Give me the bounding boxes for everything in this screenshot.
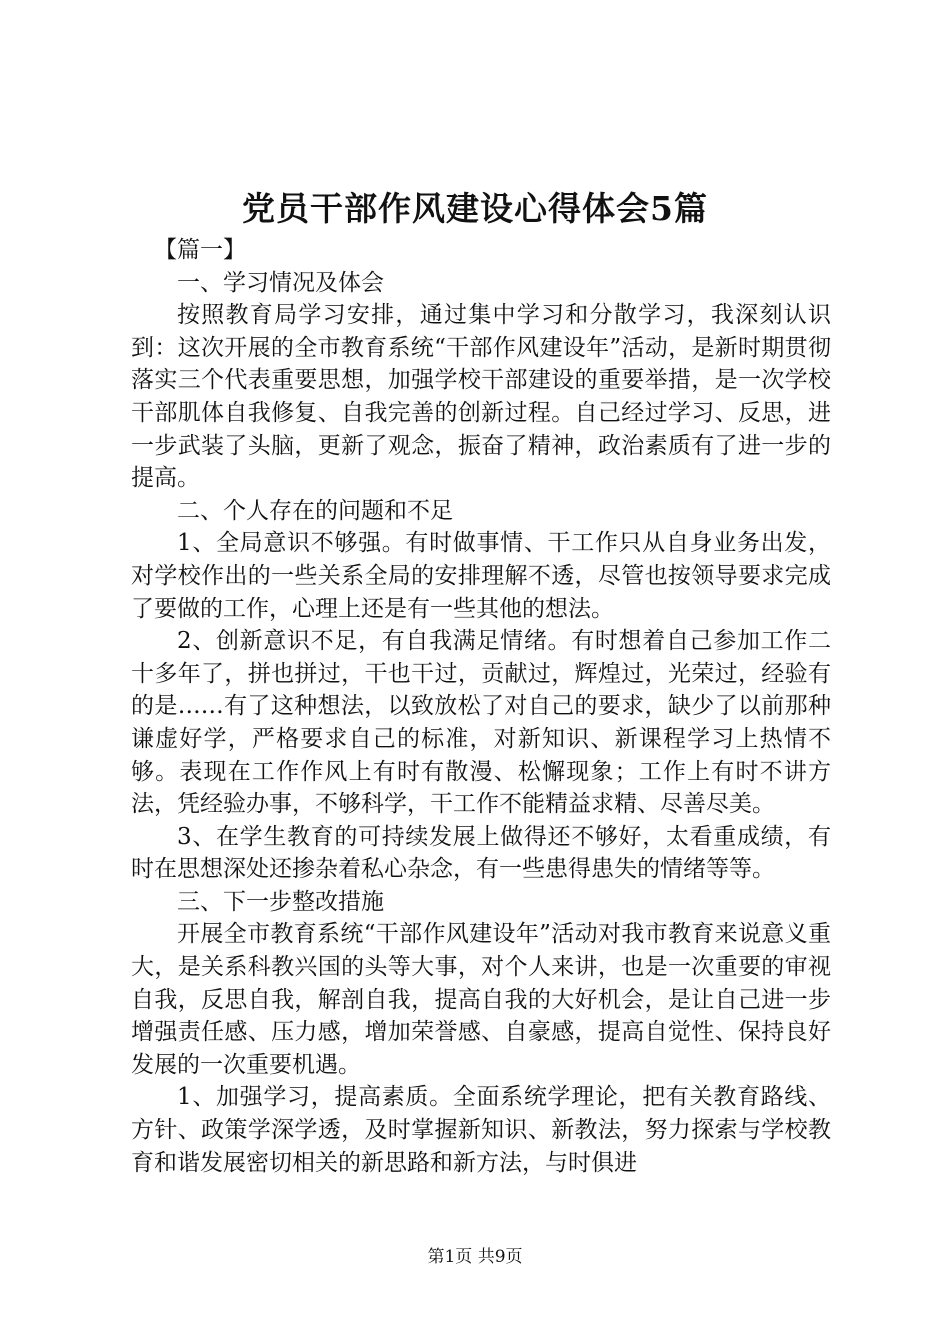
document-title: 党员干部作风建设心得体会5篇 <box>242 189 708 228</box>
paragraph: 1、加强学习，提高素质。全面系统学理论，把有关教育路线、方针、政策学深学透，及时掌握新知识、新教法，努力探索与学校教育和谐发展密切相关的新思路和新方法，与时俱进 <box>131 1084 831 1176</box>
paragraph: 按照教育局学习安排，通过集中学习和分散学习，我深刻认识到：这次开展的全市教育系统“干部作风建设年”活动，是新时期贯彻落实三个代表重要思想，加强学校干部建设的重要举措，是一次学校干部肌体自我修复、自我完善的创新过程。自己经过学习、反思，进一步武装了头脑，更新了观念，振奋了精神，政治素质有了进一步的提高。 <box>131 302 831 492</box>
paragraph: 2、创新意识不足，有自我满足情绪。有时想着自己参加工作二十多年了，拼也拼过，干也干过，贡献过，辉煌过，光荣过，经验有的是……有了这种想法，以致放松了对自己的要求，缺少了以前那种谦虚好学，严格要求自己的标准，对新知识、新课程学习上热情不够。表现在工作作风上有时有散漫、松懈现象；工作上有时不讲方法，凭经验办事，不够科学，干工作不能精益求精、尽善尽美。 <box>131 628 831 818</box>
paragraph: 1、全局意识不够强。有时做事情、干工作只从自身业务出发，对学校作出的一些关系全局的安排理解不透，尽管也按领导要求完成了要做的工作，心理上还是有一些其他的想法。 <box>131 530 831 622</box>
document-body <box>131 234 831 1179</box>
section-label: 【篇一】 <box>154 237 246 263</box>
section-heading: 一、学习情况及体会 <box>177 269 384 296</box>
section-heading: 三、下一步整改措施 <box>177 888 384 915</box>
paragraph: 3、在学生教育的可持续发展上做得还不够好，太看重成绩，有时在思想深处还掺杂着私心杂念，有一些患得患失的情绪等等。 <box>131 823 831 883</box>
paragraph: 开展全市教育系统“干部作风建设年”活动对我市教育来说意义重大，是关系科教兴国的头等大事，对个人来讲，也是一次重要的审视自我，反思自我，解剖自我，提高自我的大好机会，是让自己进一步增强责任感、压力感，增加荣誉感、自豪感，提高自觉性、保持良好发展的一次重要机遇。 <box>131 921 831 1078</box>
page-footer: 第1页 共9页 <box>427 1247 523 1267</box>
section-heading: 二、个人存在的问题和不足 <box>177 497 453 524</box>
